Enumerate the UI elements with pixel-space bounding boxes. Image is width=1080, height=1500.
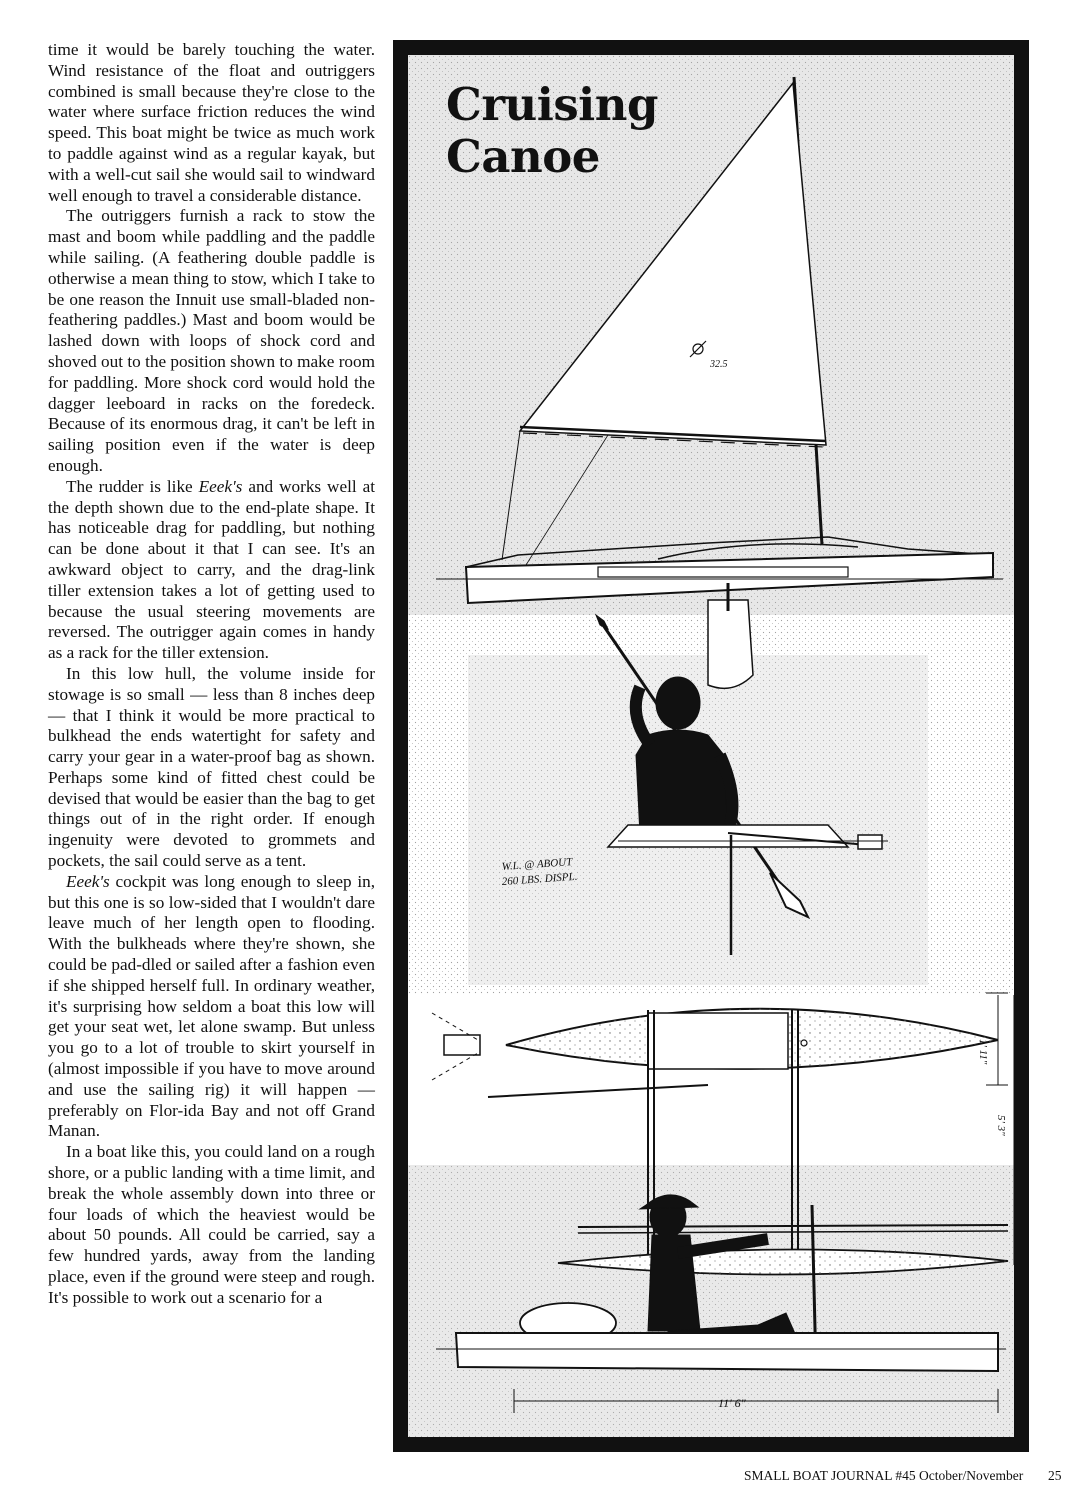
figure-inner [406,53,1016,1439]
journal-issue: SMALL BOAT JOURNAL #45 October/November [744,1468,1024,1483]
paddler-head [656,677,700,729]
paragraph-text: and works well at the depth shown due to the end-plate shape. It has noticeable drag for paddling, but nothing can be done about it that I can see. It's an awkward object to carry, and the drag-link tiller extension takes a lot of getting used to because the usual steering movements are reversed. The outrigger again comes in handy as a rack for the tiller extension. [48,476,375,663]
dim-overall-beam: 5' 3" [995,1115,1007,1136]
hull-section [608,825,848,847]
article-paragraph [48,664,375,872]
paragraph-text: In this low hull, the volume inside for stowage is so small — less than 8 inches deep — that I think it would be more practical to bulkhead the ends watertight for safety and carry your gear in a water-proof bag as shown. Perhaps some kind of fitted chest could be devised that would be easier than the bag to get things out of in the right order. If enough ingenuity were devoted to grommets and pockets, the sail could serve as a tent. [48,663,375,871]
waterline-note-1: W.L. @ ABOUT [501,856,573,873]
waterline-note-2: 260 LBS. DISPL. [501,870,578,888]
figure-title-line-1: Cruising [446,78,658,131]
paragraph-text: The rudder is like [66,476,199,496]
paragraph-text: time it would be barely touching the water. Wind resistance of the float and outriggers combined is small because they're close to the water where surface friction reduces the wind speed. This boat might be twice as much work to paddle against wind as a regular kayak, but with a well-cut sail she would sail to windward well enough to travel a considerable distance. [48,40,375,205]
article-paragraph [48,1142,375,1308]
paragraph-text: cockpit was long enough to sleep in, but this one is so low-sided that I wouldn't dare leave much of her length open to flooding. With the bulkheads where they're shown, she could be pad-dled or sailed after a fashion even if she shipped herself full. In ordinary weather, it's surprising how seldom a boat this low will get your seat wet, let alone swamp. But unless you go to a lot of trouble to skirt yourself in (almost impossible if you have to move around and use the sailing rig) it will happen — preferably on Flor-ida Bay and not off Grand Manan. [48,871,375,1141]
rudder-arc-2 [432,1053,478,1080]
article-paragraph [48,477,375,664]
paddler-body [636,730,728,835]
page-number: 25 [1048,1468,1062,1483]
article-paragraph [48,40,375,206]
side-hull [456,1333,998,1371]
article-paragraph [48,206,375,476]
article-paragraph [48,872,375,1142]
cockpit-plan [648,1013,788,1069]
outrigger-float-side [598,567,848,577]
figure-title-line-2: Canoe [446,130,600,183]
boat-name: Eeek's [198,476,243,496]
dim-hull-beam: 1' 11" [977,1039,989,1065]
figure-panel [393,40,1029,1452]
tiller-extension [488,1085,708,1097]
side-view-shade [408,1165,1014,1437]
rudder-blade [708,600,753,688]
paragraph-text: In a boat like this, you could land on a rough shore, or a public landing with a time limit, and break the whole assembly down into three or four loads of which the heaviest would be about 50 pounds. All could be carried, say a few hundred yards, away from the landing place, even if the ground were steep and rough. It's possible to work out a scenario for a [48,1142,375,1307]
article-column [48,40,375,1309]
figure-title [446,79,658,183]
dim-length: 11' 6" [718,1396,746,1410]
float-section [858,835,882,849]
paragraph-text: The outriggers furnish a rack to stow the mast and boom while paddling and the paddle while sailing. (A feathering double paddle is otherwise a mean thing to stow, which I take to be one reason the Innuit use small-bladed non-feathering paddles.) Mast and boom would be lashed down with loops of shock cord and shoved out to the position shown to make room for paddling. More shock cord would hold the dagger leeboard in racks on the foredeck. Because of its enormous drag, it can't be left in sailing position even if the water is deep enough. [48,206,375,475]
sail-area-label: 32.5 [710,359,728,370]
page-footer [0,1468,1080,1488]
canoe-drawings [408,55,1014,1437]
boat-name: Eeek's [66,871,110,891]
